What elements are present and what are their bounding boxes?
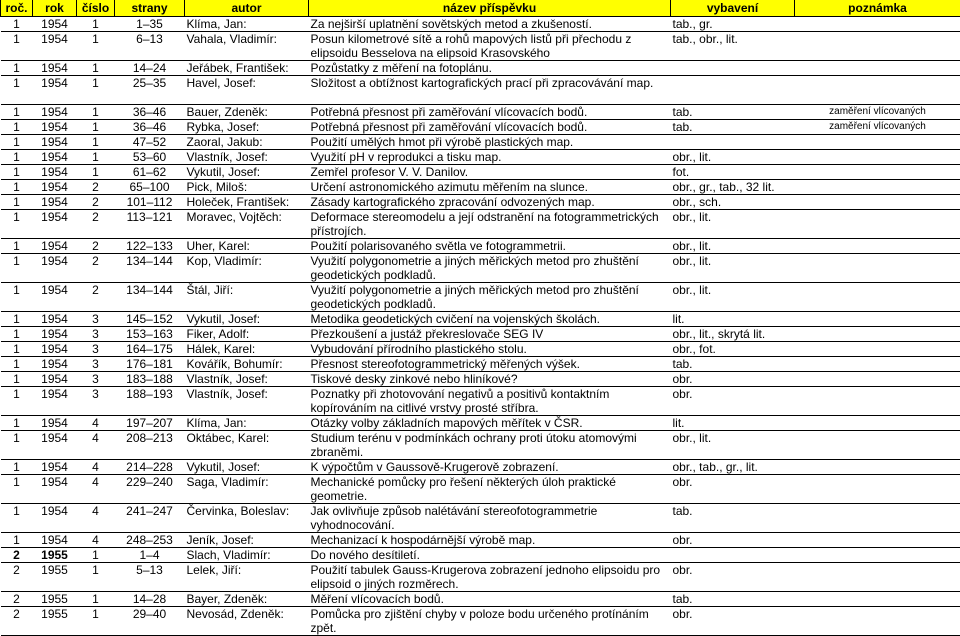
table-row [1,504,960,533]
cell-nazev: Zemřel profesor V. V. Danilov. [309,165,671,180]
cell-cislo: 1 [77,607,115,636]
cell-autor: Bayer, Zdeněk: [185,592,309,607]
table-row [1,475,960,504]
cell-roc: 1 [1,195,33,210]
cell-strany: 47–52 [115,135,185,150]
table-row [1,239,960,254]
cell-strany: 5–13 [115,563,185,592]
table-row [1,592,960,607]
cell-rok: 1954 [33,533,77,548]
cell-nazev: Za nejširší uplatnění sovětských metod a zkušeností. [309,17,671,32]
cell-strany: 25–35 [115,76,185,105]
cell-roc: 1 [1,387,33,416]
cell-autor: Klíma, Jan: [185,17,309,32]
cell-roc: 1 [1,416,33,431]
cell-roc: 1 [1,372,33,387]
cell-roc: 1 [1,254,33,283]
cell-vybaveni: obr. [671,533,795,548]
cell-roc: 1 [1,120,33,135]
cell-nazev: Použití tabulek Gauss-Krugerova zobrazení jednoho elipsoidu pro elipsoid o jiných rozměrech. [309,563,671,592]
cell-vybaveni: fot. [671,165,795,180]
cell-poznamka [795,607,960,636]
cell-roc: 1 [1,460,33,475]
cell-nazev: Potřebná přesnost při zaměřování vlícovacích bodů. [309,120,671,135]
cell-rok: 1954 [33,76,77,105]
cell-roc: 1 [1,431,33,460]
cell-roc: 1 [1,32,33,61]
cell-cislo: 3 [77,342,115,357]
cell-roc: 1 [1,357,33,372]
table-row [1,195,960,210]
table-body [1,17,960,636]
cell-strany: 188–193 [115,387,185,416]
cell-rok: 1954 [33,180,77,195]
cell-autor: Jeník, Josef: [185,533,309,548]
cell-poznamka [795,61,960,76]
cell-vybaveni: obr., lit. [671,210,795,239]
cell-vybaveni: obr., lit. [671,283,795,312]
cell-cislo: 2 [77,239,115,254]
cell-roc: 1 [1,239,33,254]
cell-vybaveni: lit. [671,312,795,327]
table-row [1,460,960,475]
cell-nazev: Určení astronomického azimutu měřením na slunce. [309,180,671,195]
cell-cislo: 3 [77,312,115,327]
cell-autor: Hálek, Karel: [185,342,309,357]
cell-nazev: Poznatky při zhotovování negativů a positivů kontaktním kopírováním na citlivé vrstvy prosté stříbra. [309,387,671,416]
cell-cislo: 4 [77,416,115,431]
cell-rok: 1954 [33,357,77,372]
cell-rok: 1955 [33,563,77,592]
cell-cislo: 1 [77,120,115,135]
cell-cislo: 2 [77,283,115,312]
cell-strany: 134–144 [115,283,185,312]
cell-nazev: Metodika geodetických cvičení na vojenských školách. [309,312,671,327]
cell-poznamka [795,592,960,607]
cell-cislo: 1 [77,32,115,61]
cell-roc: 2 [1,563,33,592]
cell-poznamka: zaměření vlícovaných [795,120,960,135]
cell-vybaveni [671,135,795,150]
cell-nazev: Pomůcka pro zjištění chyby v poloze bodu určeného protínáním zpět. [309,607,671,636]
cell-strany: 14–24 [115,61,185,76]
cell-strany: 61–62 [115,165,185,180]
table-row [1,416,960,431]
cell-strany: 153–163 [115,327,185,342]
cell-rok: 1954 [33,120,77,135]
cell-roc: 1 [1,210,33,239]
cell-rok: 1954 [33,61,77,76]
cell-strany: 122–133 [115,239,185,254]
cell-poznamka [795,342,960,357]
cell-nazev: Pozůstatky z měření na fotoplánu. [309,61,671,76]
cell-nazev: Přesnost stereofotogrammetrický měřených výšek. [309,357,671,372]
header-rok: rok [33,0,77,17]
cell-vybaveni: obr., sch. [671,195,795,210]
header-roc: roč. [1,0,33,17]
cell-strany: 134–144 [115,254,185,283]
cell-strany: 176–181 [115,357,185,372]
cell-cislo: 1 [77,548,115,563]
table-row [1,342,960,357]
cell-rok: 1954 [33,387,77,416]
cell-autor: Štál, Jiří: [185,283,309,312]
cell-rok: 1955 [33,548,77,563]
table-row [1,210,960,239]
cell-strany: 164–175 [115,342,185,357]
table-row [1,372,960,387]
table-row [1,607,960,636]
cell-cislo: 1 [77,105,115,120]
cell-cislo: 3 [77,372,115,387]
cell-strany: 36–46 [115,105,185,120]
cell-poznamka [795,195,960,210]
header-cislo: číslo [77,0,115,17]
cell-roc: 1 [1,327,33,342]
cell-nazev: Do nového desítiletí. [309,548,671,563]
cell-vybaveni: obr., lit., skrytá lit. [671,327,795,342]
table-row [1,312,960,327]
cell-nazev: Použití umělých hmot při výrobě plastických map. [309,135,671,150]
cell-strany: 53–60 [115,150,185,165]
cell-cislo: 3 [77,357,115,372]
cell-roc: 1 [1,150,33,165]
table-row [1,327,960,342]
cell-strany: 208–213 [115,431,185,460]
cell-autor: Uher, Karel: [185,239,309,254]
cell-roc: 1 [1,504,33,533]
cell-poznamka [795,548,960,563]
cell-strany: 6–13 [115,32,185,61]
cell-autor: Červinka, Boleslav: [185,504,309,533]
table-row [1,135,960,150]
cell-poznamka [795,460,960,475]
header-strany: strany [115,0,185,17]
cell-vybaveni: tab., obr., lit. [671,32,795,61]
table-row [1,548,960,563]
cell-roc: 2 [1,592,33,607]
cell-vybaveni: tab. [671,592,795,607]
cell-vybaveni: obr. [671,563,795,592]
cell-strany: 241–247 [115,504,185,533]
cell-autor: Havel, Josef: [185,76,309,105]
cell-autor: Jeřábek, František: [185,61,309,76]
cell-strany: 113–121 [115,210,185,239]
cell-rok: 1954 [33,460,77,475]
cell-poznamka [795,32,960,61]
cell-strany: 36–46 [115,120,185,135]
cell-poznamka [795,180,960,195]
cell-poznamka: zaměření vlícovaných [795,105,960,120]
cell-autor: Rybka, Josef: [185,120,309,135]
cell-vybaveni: obr., tab., gr., lit. [671,460,795,475]
header-row [1,0,960,17]
cell-rok: 1954 [33,254,77,283]
cell-rok: 1955 [33,592,77,607]
cell-autor: Oktábec, Karel: [185,431,309,460]
cell-nazev: Využití polygonometrie a jiných měřických metod pro zhuštění geodetických podkladů. [309,254,671,283]
cell-strany: 1–35 [115,17,185,32]
cell-autor: Vlastník, Josef: [185,372,309,387]
header-autor: autor [185,0,309,17]
cell-roc: 1 [1,533,33,548]
cell-poznamka [795,283,960,312]
cell-nazev: Měření vlícovacích bodů. [309,592,671,607]
cell-rok: 1954 [33,105,77,120]
cell-roc: 1 [1,312,33,327]
cell-nazev: Složitost a obtížnost kartografických prací při zpracovávání map. [309,76,671,105]
cell-roc: 2 [1,607,33,636]
cell-cislo: 3 [77,387,115,416]
cell-vybaveni: tab., gr. [671,17,795,32]
cell-cislo: 2 [77,195,115,210]
cell-vybaveni: lit. [671,416,795,431]
cell-poznamka [795,254,960,283]
cell-rok: 1954 [33,165,77,180]
cell-nazev: Zásady kartografického zpracování odvozených map. [309,195,671,210]
cell-poznamka [795,504,960,533]
table-row [1,165,960,180]
cell-cislo: 4 [77,475,115,504]
cell-nazev: Mechanizací k hospodárnější výrobě map. [309,533,671,548]
cell-strany: 29–40 [115,607,185,636]
cell-autor: Pick, Miloš: [185,180,309,195]
cell-vybaveni: tab. [671,120,795,135]
cell-autor: Zaoral, Jakub: [185,135,309,150]
cell-rok: 1954 [33,327,77,342]
cell-nazev: Jak ovlivňuje způsob nalétávání stereofotogrammetrie vyhodnocování. [309,504,671,533]
cell-vybaveni: obr., lit. [671,239,795,254]
cell-strany: 229–240 [115,475,185,504]
cell-vybaveni: tab. [671,105,795,120]
cell-vybaveni: obr. [671,387,795,416]
cell-strany: 183–188 [115,372,185,387]
cell-autor: Kovářík, Bohumír: [185,357,309,372]
cell-poznamka [795,165,960,180]
cell-nazev: Vybudování přírodního plastického stolu. [309,342,671,357]
cell-poznamka [795,135,960,150]
cell-poznamka [795,327,960,342]
cell-autor: Holeček, František: [185,195,309,210]
table-row [1,283,960,312]
cell-poznamka [795,17,960,32]
cell-poznamka [795,416,960,431]
cell-rok: 1954 [33,195,77,210]
cell-poznamka [795,150,960,165]
cell-autor: Moravec, Vojtěch: [185,210,309,239]
cell-cislo: 1 [77,17,115,32]
cell-roc: 1 [1,76,33,105]
table-row [1,387,960,416]
cell-cislo: 1 [77,592,115,607]
cell-vybaveni [671,61,795,76]
cell-rok: 1954 [33,239,77,254]
cell-autor: Slach, Vladimír: [185,548,309,563]
cell-strany: 145–152 [115,312,185,327]
cell-poznamka [795,533,960,548]
header-vybaveni: vybavení [671,0,795,17]
header-poznamka: poznámka [795,0,960,17]
cell-cislo: 4 [77,533,115,548]
table-row [1,105,960,120]
cell-roc: 1 [1,165,33,180]
cell-nazev: Potřebná přesnost při zaměřování vlícovacích bodů. [309,105,671,120]
cell-cislo: 1 [77,165,115,180]
cell-poznamka [795,76,960,105]
cell-vybaveni: obr. [671,372,795,387]
cell-cislo: 2 [77,180,115,195]
cell-rok: 1954 [33,150,77,165]
cell-cislo: 1 [77,563,115,592]
cell-cislo: 2 [77,210,115,239]
cell-cislo: 1 [77,61,115,76]
cell-cislo: 4 [77,460,115,475]
cell-poznamka [795,210,960,239]
cell-roc: 1 [1,283,33,312]
header-nazev: název příspěvku [309,0,671,17]
cell-rok: 1954 [33,475,77,504]
cell-autor: Nevosád, Zdeněk: [185,607,309,636]
table-row [1,17,960,32]
cell-poznamka [795,387,960,416]
cell-vybaveni: obr., lit. [671,431,795,460]
cell-cislo: 2 [77,254,115,283]
cell-strany: 197–207 [115,416,185,431]
cell-poznamka [795,431,960,460]
cell-rok: 1954 [33,372,77,387]
cell-nazev: Otázky volby základních mapových měřítek v ČSR. [309,416,671,431]
cell-roc: 1 [1,105,33,120]
cell-roc: 1 [1,17,33,32]
cell-nazev: Mechanické pomůcky pro řešení některých úloh praktické geometrie. [309,475,671,504]
table-row [1,431,960,460]
cell-nazev: Posun kilometrové sítě a rohů mapových listů při přechodu z elipsoidu Besselova na elipsoid Krasovského [309,32,671,61]
cell-rok: 1954 [33,342,77,357]
table-row [1,563,960,592]
cell-autor: Bauer, Zdeněk: [185,105,309,120]
table-row [1,120,960,135]
cell-vybaveni: obr. [671,607,795,636]
cell-autor: Kop, Vladimír: [185,254,309,283]
cell-nazev: Využití polygonometrie a jiných měřických metod pro zhuštění geodetických podkladů. [309,283,671,312]
cell-vybaveni: tab. [671,357,795,372]
cell-cislo: 4 [77,504,115,533]
cell-vybaveni: obr., lit. [671,254,795,283]
cell-cislo: 1 [77,150,115,165]
cell-roc: 1 [1,475,33,504]
cell-autor: Vykutil, Josef: [185,312,309,327]
cell-autor: Fiker, Adolf: [185,327,309,342]
table-row [1,180,960,195]
cell-strany: 214–228 [115,460,185,475]
cell-rok: 1955 [33,607,77,636]
cell-poznamka [795,357,960,372]
table-row [1,533,960,548]
cell-vybaveni: obr., fot. [671,342,795,357]
cell-roc: 1 [1,180,33,195]
cell-rok: 1954 [33,504,77,533]
cell-autor: Vlastník, Josef: [185,387,309,416]
cell-nazev: Deformace stereomodelu a její odstranění na fotogrammetrických přístrojích. [309,210,671,239]
cell-strany: 14–28 [115,592,185,607]
cell-strany: 101–112 [115,195,185,210]
cell-vybaveni: tab. [671,504,795,533]
table-row [1,32,960,61]
cell-rok: 1954 [33,312,77,327]
cell-vybaveni: obr. [671,475,795,504]
table-row [1,150,960,165]
cell-roc: 1 [1,61,33,76]
cell-poznamka [795,312,960,327]
table-row [1,61,960,76]
cell-rok: 1954 [33,17,77,32]
cell-poznamka [795,475,960,504]
cell-strany: 65–100 [115,180,185,195]
cell-autor: Vahala, Vladimír: [185,32,309,61]
cell-autor: Lelek, Jiří: [185,563,309,592]
cell-poznamka [795,563,960,592]
cell-roc: 2 [1,548,33,563]
cell-nazev: Použití polarisovaného světla ve fotogrammetrii. [309,239,671,254]
cell-cislo: 1 [77,135,115,150]
cell-cislo: 1 [77,76,115,105]
cell-nazev: Studium terénu v podmínkách ochrany proti útoku atomovými zbraněmi. [309,431,671,460]
cell-poznamka [795,239,960,254]
cell-autor: Vlastník, Josef: [185,150,309,165]
cell-roc: 1 [1,135,33,150]
cell-strany: 1–4 [115,548,185,563]
cell-rok: 1954 [33,431,77,460]
cell-strany: 248–253 [115,533,185,548]
cell-autor: Vykutil, Josef: [185,460,309,475]
cell-nazev: Využití pH v reprodukci a tisku map. [309,150,671,165]
cell-rok: 1954 [33,32,77,61]
table-row [1,357,960,372]
cell-autor: Vykutil, Josef: [185,165,309,180]
cell-autor: Saga, Vladimír: [185,475,309,504]
cell-cislo: 3 [77,327,115,342]
cell-rok: 1954 [33,283,77,312]
cell-autor: Klíma, Jan: [185,416,309,431]
cell-poznamka [795,372,960,387]
cell-nazev: Přezkoušení a justáž překreslovače SEG IV [309,327,671,342]
cell-roc: 1 [1,342,33,357]
cell-nazev: Tiskové desky zinkové nebo hliníkové? [309,372,671,387]
cell-vybaveni: obr., gr., tab., 32 lit. [671,180,795,195]
cell-vybaveni [671,76,795,105]
cell-cislo: 4 [77,431,115,460]
cell-vybaveni: obr., lit. [671,150,795,165]
table-row [1,254,960,283]
cell-nazev: K výpočtům v Gaussově-Krugerově zobrazení. [309,460,671,475]
cell-rok: 1954 [33,416,77,431]
table-row [1,76,960,105]
cell-rok: 1954 [33,210,77,239]
cell-rok: 1954 [33,135,77,150]
cell-vybaveni [671,548,795,563]
